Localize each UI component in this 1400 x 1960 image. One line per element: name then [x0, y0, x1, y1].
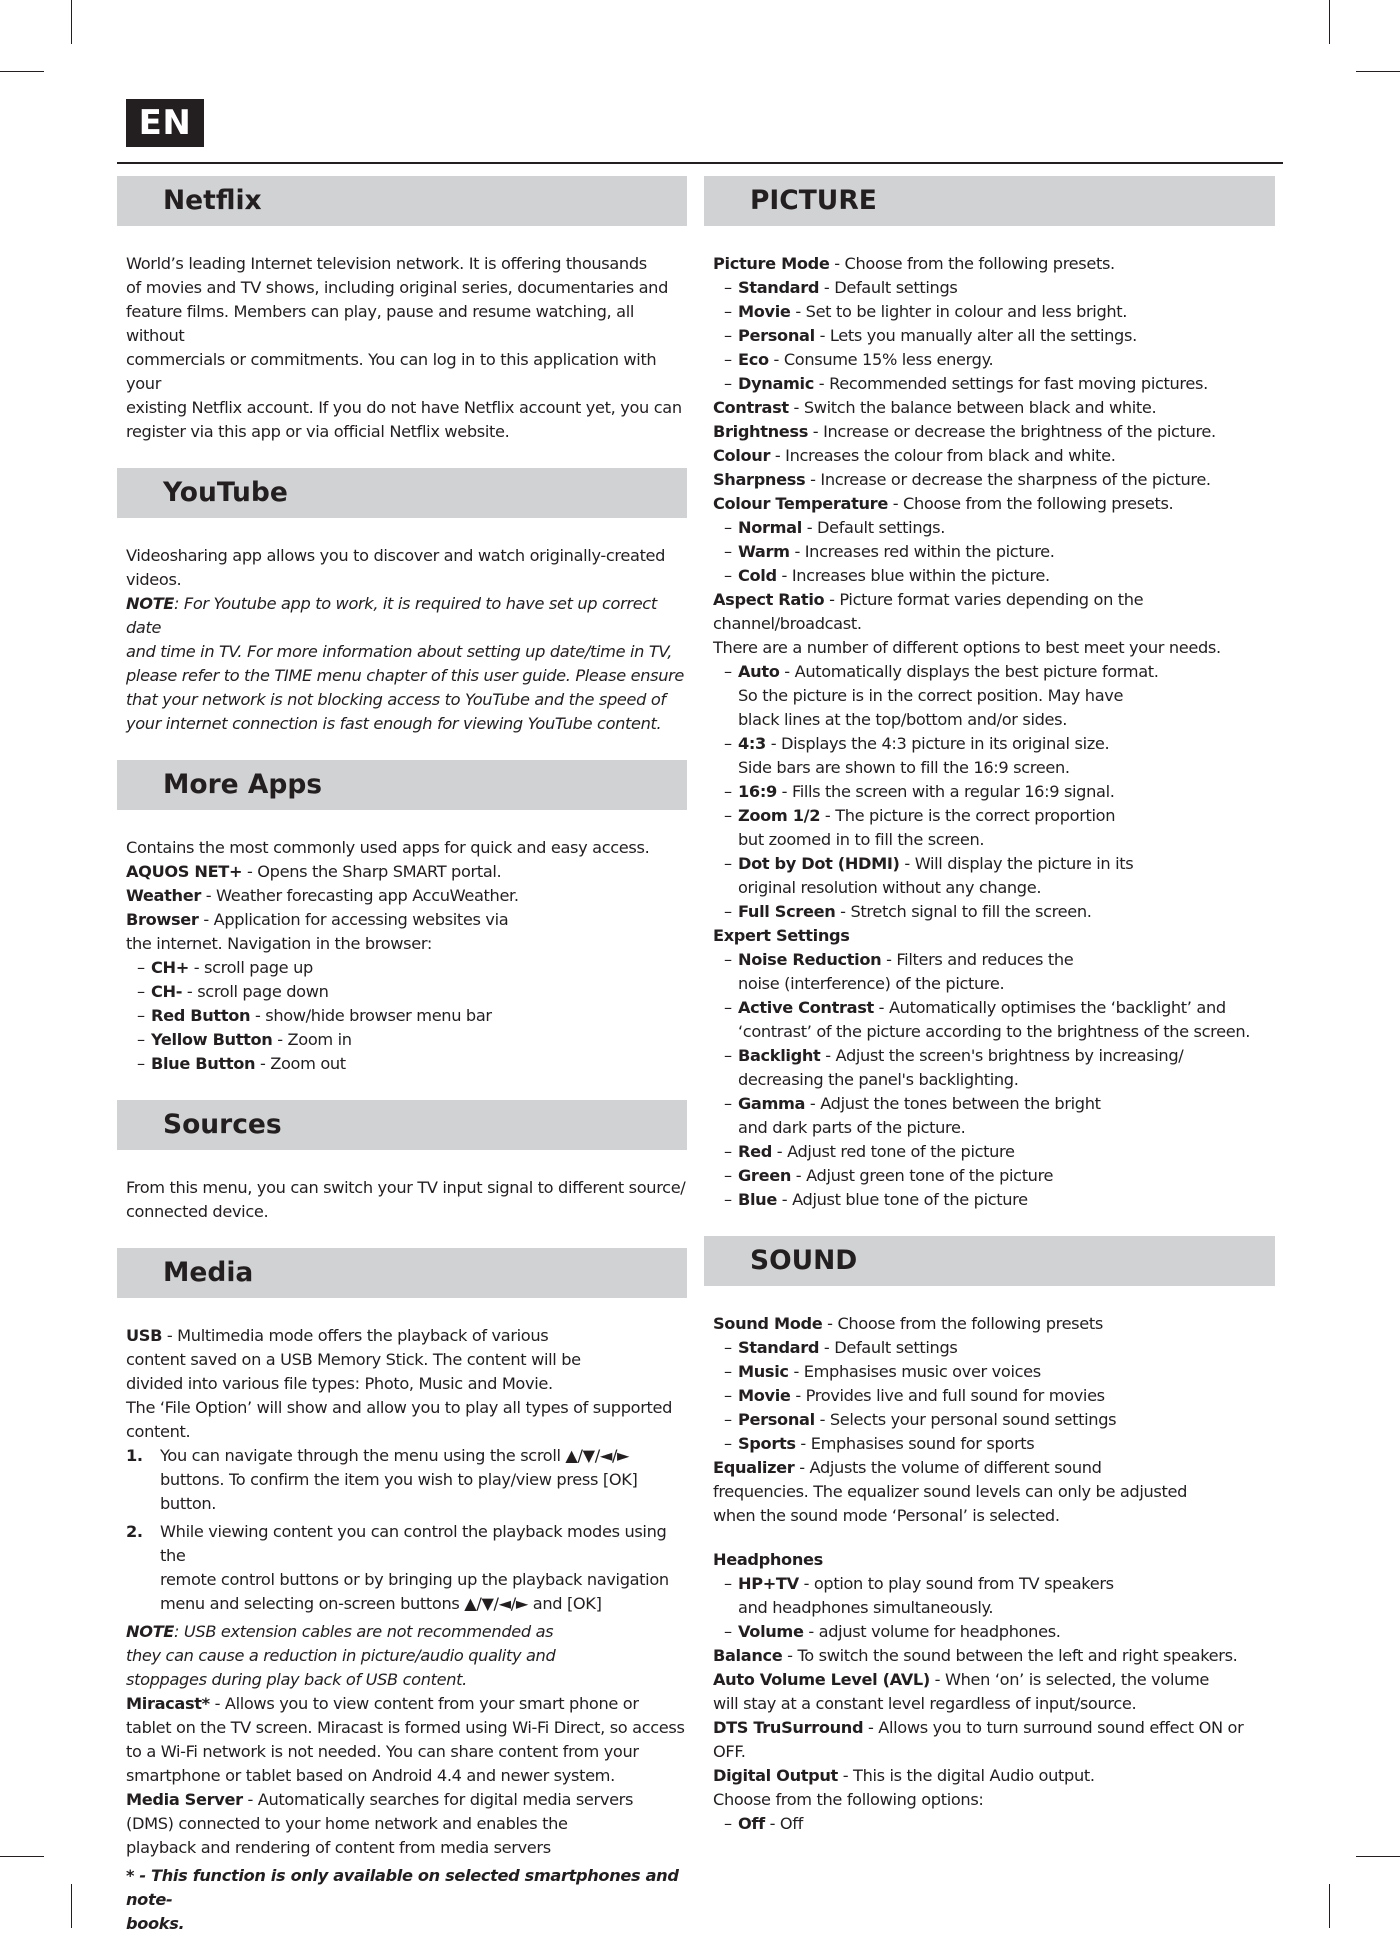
picture-mode-list: [713, 276, 1275, 396]
text-line: the internet. Navigation in the browser:: [126, 934, 433, 953]
term: Off: [738, 1814, 765, 1833]
term: DTS TruSurround: [713, 1718, 864, 1737]
step-line: While viewing content you can control the playback modes using the: [160, 1522, 667, 1565]
text-line: connected device.: [126, 1202, 269, 1221]
term: Weather: [126, 886, 201, 905]
desc: - Choose from the following presets.: [829, 254, 1115, 273]
term: 16:9: [738, 782, 777, 801]
desc: - Opens the Sharp SMART portal.: [242, 862, 502, 881]
term: CH-: [151, 982, 183, 1001]
desc-line: but zoomed in to fill the screen.: [738, 830, 985, 849]
text-line: of movies and TV shows, including original series, documentaries and: [126, 278, 668, 297]
step-line: You can navigate through the menu using the scroll ▲/▼/◄/►: [160, 1446, 630, 1465]
section-title: Sources: [117, 1100, 687, 1150]
definition: [713, 588, 1275, 636]
note-line: your internet connection is fast enough for viewing YouTube content.: [126, 714, 662, 733]
term: Dynamic: [738, 374, 814, 393]
definition: [126, 1788, 687, 1812]
text-line: register via this app or via official Netflix website.: [126, 422, 510, 441]
term: Colour Temperature: [713, 494, 888, 513]
desc: - Default settings.: [801, 518, 946, 537]
desc: - Weather forecasting app AccuWeather.: [200, 886, 519, 905]
subheading: [713, 1548, 1275, 1572]
term: Miracast*: [126, 1694, 210, 1713]
section-body: [117, 226, 687, 468]
text-line: when the sound mode ‘Personal’ is selected.: [713, 1506, 1060, 1525]
step-item: [126, 1444, 687, 1516]
term: Balance: [713, 1646, 783, 1665]
desc: - scroll page up: [188, 958, 313, 977]
desc: - Allows you to turn surround sound effect ON or OFF.: [713, 1718, 1244, 1761]
step-number: 2.: [126, 1522, 143, 1541]
term: Eco: [738, 350, 769, 369]
section-body: [117, 1150, 687, 1248]
right-column: [704, 176, 1275, 1860]
subheading: [713, 924, 1275, 948]
colour-temp-list: [713, 516, 1275, 588]
list-item: [713, 516, 1275, 540]
term: Zoom 1/2: [738, 806, 821, 825]
step-line: buttons. To confirm the item you wish to play/view press [OK] button.: [160, 1470, 638, 1513]
list-item: [713, 324, 1275, 348]
desc: - Adjust the screen's brightness by increasing/: [820, 1046, 1184, 1065]
text-line: to a Wi-Fi network is not needed. You can share content from your: [126, 1742, 639, 1761]
text-line: (DMS) connected to your home network and enables the: [126, 1814, 568, 1833]
desc: - Multimedia mode offers the playback of various: [162, 1326, 549, 1345]
list-item: [713, 1620, 1275, 1644]
term: Red: [738, 1142, 772, 1161]
term: Personal: [738, 326, 815, 345]
steps-list: [126, 1444, 687, 1616]
desc: - Adjusts the volume of different sound: [794, 1458, 1102, 1477]
language-badge: EN: [126, 99, 204, 147]
desc: - Choose from the following presets: [822, 1314, 1103, 1333]
list-item: [126, 956, 687, 980]
term: Yellow Button: [151, 1030, 273, 1049]
spacer: [713, 1528, 1275, 1548]
term: Brightness: [713, 422, 808, 441]
desc-line: decreasing the panel's backlighting.: [738, 1070, 1019, 1089]
term: Movie: [738, 302, 791, 321]
term: Digital Output: [713, 1766, 838, 1785]
desc: - Increase or decrease the brightness of the picture.: [808, 422, 1216, 441]
desc: - Increases the colour from black and white.: [770, 446, 1116, 465]
text-line: Videosharing app allows you to discover and watch originally-created: [126, 546, 666, 565]
desc: - Consume 15% less energy.: [768, 350, 994, 369]
list-item: [713, 948, 1275, 996]
term: Equalizer: [713, 1458, 795, 1477]
term: Music: [738, 1362, 789, 1381]
term: Green: [738, 1166, 792, 1185]
text-line: videos.: [126, 570, 182, 589]
definition: [713, 1716, 1275, 1764]
text-line: playback and rendering of content from media servers: [126, 1838, 551, 1857]
list-item: [713, 1572, 1275, 1620]
list-item: [713, 1164, 1275, 1188]
section-title: PICTURE: [704, 176, 1275, 226]
desc: - Provides live and full sound for movies: [790, 1386, 1105, 1405]
list-item: [126, 1004, 687, 1028]
desc: - Allows you to view content from your smart phone or: [209, 1694, 639, 1713]
youtube-section: [117, 468, 687, 760]
desc: - adjust volume for headphones.: [803, 1622, 1061, 1641]
term: Warm: [738, 542, 790, 561]
desc: - Zoom out: [255, 1054, 346, 1073]
list-item: [713, 300, 1275, 324]
list-item: [713, 1432, 1275, 1456]
term: HP+TV: [738, 1574, 799, 1593]
picture-section: [704, 176, 1275, 1236]
footnote-line: [126, 1912, 687, 1936]
section-title: SOUND: [704, 1236, 1275, 1286]
desc-line: ‘contrast’ of the picture according to the brightness of the screen.: [738, 1022, 1251, 1041]
step-item: [126, 1520, 687, 1616]
term: Browser: [126, 910, 199, 929]
footnote-line: [126, 1864, 687, 1912]
desc: - The picture is the correct proportion: [820, 806, 1116, 825]
sound-mode-list: [713, 1336, 1275, 1456]
list-item: [713, 804, 1275, 852]
desc: - Adjust the tones between the bright: [805, 1094, 1101, 1113]
text-line: From this menu, you can switch your TV input signal to different source/: [126, 1178, 686, 1197]
headphones-list: [713, 1572, 1275, 1644]
step-line: remote control buttons or by bringing up the playback navigation: [160, 1570, 669, 1589]
list-item: [126, 1028, 687, 1052]
term: Sharpness: [713, 470, 806, 489]
term: Noise Reduction: [738, 950, 882, 969]
left-column: [117, 176, 687, 1960]
list-item: [713, 852, 1275, 900]
step-number: 1.: [126, 1446, 143, 1465]
note-label: NOTE: [126, 1622, 175, 1641]
term: Gamma: [738, 1094, 806, 1113]
list-item: [713, 348, 1275, 372]
definition: [126, 908, 687, 932]
expert-list: [713, 948, 1275, 1212]
note-line: and time in TV. For more information about setting up date/time in TV,: [126, 642, 673, 661]
term: Full Screen: [738, 902, 836, 921]
desc: - Application for accessing websites via: [198, 910, 509, 929]
definition: [713, 444, 1275, 468]
digital-output-list: [713, 1812, 1275, 1836]
list-item: [713, 1336, 1275, 1360]
desc: - Adjust green tone of the picture: [791, 1166, 1054, 1185]
definition: [713, 252, 1275, 276]
crop-mark: [1329, 1884, 1330, 1928]
term: Dot by Dot (HDMI): [738, 854, 900, 873]
desc: - Increase or decrease the sharpness of the picture.: [805, 470, 1211, 489]
browser-nav-list: [126, 956, 687, 1076]
desc: - Displays the 4:3 picture in its original size.: [765, 734, 1110, 753]
desc: - Automatically searches for digital media servers: [242, 1790, 634, 1809]
crop-mark: [0, 71, 44, 72]
term: Media Server: [126, 1790, 243, 1809]
headphones-title: Headphones: [713, 1550, 823, 1569]
text-line: smartphone or tablet based on Android 4.4 and newer system.: [126, 1766, 615, 1785]
text-line: content.: [126, 1422, 191, 1441]
desc: - Automatically displays the best picture format.: [779, 662, 1159, 681]
term: Colour: [713, 446, 771, 465]
desc-line: and headphones simultaneously.: [738, 1598, 994, 1617]
definition: [713, 1644, 1275, 1668]
netflix-section: [117, 176, 687, 468]
term: Sports: [738, 1434, 796, 1453]
definition: [126, 1324, 687, 1348]
term: Cold: [738, 566, 777, 585]
note-line: stoppages during play back of USB content.: [126, 1670, 467, 1689]
definition: [713, 420, 1275, 444]
term: Contrast: [713, 398, 789, 417]
desc-line: Side bars are shown to fill the 16:9 screen.: [738, 758, 1070, 777]
desc: - show/hide browser menu bar: [250, 1006, 492, 1025]
definition: [126, 884, 687, 908]
definition: [713, 468, 1275, 492]
text-line: content saved on a USB Memory Stick. The content will be: [126, 1350, 581, 1369]
note-line: please refer to the TIME menu chapter of this user guide. Please ensure: [126, 666, 685, 685]
text-line: The ‘File Option’ will show and allow you to play all types of supported: [126, 1398, 673, 1417]
definition: [126, 860, 687, 884]
term: Red Button: [151, 1006, 251, 1025]
term: Blue: [738, 1190, 777, 1209]
text-line: existing Netflix account. If you do not have Netflix account yet, you can: [126, 398, 682, 417]
sound-section: [704, 1236, 1275, 1860]
section-body: [704, 226, 1275, 1236]
term: Blue Button: [151, 1054, 256, 1073]
text-line: divided into various file types: Photo, Music and Movie.: [126, 1374, 553, 1393]
note-line: they can cause a reduction in picture/audio quality and: [126, 1646, 556, 1665]
section-body: [117, 1298, 687, 1960]
term: Backlight: [738, 1046, 821, 1065]
term: Picture Mode: [713, 254, 830, 273]
note-line: that your network is not blocking access to YouTube and the speed of: [126, 690, 666, 709]
more-apps-section: [117, 760, 687, 1100]
crop-mark: [71, 1884, 72, 1928]
section-body: [704, 1286, 1275, 1860]
list-item: [713, 660, 1275, 732]
desc: - Emphasises sound for sports: [795, 1434, 1035, 1453]
note-line: [126, 1620, 687, 1644]
text-line: frequencies. The equalizer sound levels can only be adjusted: [713, 1482, 1188, 1501]
section-title: YouTube: [117, 468, 687, 518]
list-item: [713, 276, 1275, 300]
text-line: Contains the most commonly used apps for quick and easy access.: [126, 838, 650, 857]
expert-title: Expert Settings: [713, 926, 850, 945]
desc: - When ‘on’ is selected, the volume: [929, 1670, 1210, 1689]
desc: - option to play sound from TV speakers: [798, 1574, 1114, 1593]
desc: - To switch the sound between the left and right speakers.: [782, 1646, 1238, 1665]
definition: [713, 1312, 1275, 1336]
desc: - Picture format varies depending on the channel/broadcast.: [713, 590, 1144, 633]
list-item: [713, 1408, 1275, 1432]
list-item: [713, 372, 1275, 396]
footnote-text: books.: [126, 1914, 185, 1933]
section-title: More Apps: [117, 760, 687, 810]
desc: - Fills the screen with a regular 16:9 signal.: [776, 782, 1115, 801]
desc: - Increases red within the picture.: [789, 542, 1055, 561]
list-item: [713, 1044, 1275, 1092]
desc-line: noise (interference) of the picture.: [738, 974, 1005, 993]
text-line: commercials or commitments. You can log in to this application with your: [126, 350, 657, 393]
desc-line: So the picture is in the correct position. May have: [738, 686, 1124, 705]
list-item: [713, 1140, 1275, 1164]
note-line: [126, 592, 687, 640]
list-item: [126, 1052, 687, 1076]
text-line: Choose from the following options:: [713, 1790, 984, 1809]
desc: - Filters and reduces the: [881, 950, 1074, 969]
term: Personal: [738, 1410, 815, 1429]
media-section: [117, 1248, 687, 1960]
desc: - Switch the balance between black and white.: [788, 398, 1157, 417]
desc: - Off: [764, 1814, 803, 1833]
text-line: There are a number of different options to best meet your needs.: [713, 638, 1221, 657]
list-item: [713, 900, 1275, 924]
note-label: NOTE: [126, 594, 175, 613]
desc: - Choose from the following presets.: [887, 494, 1174, 513]
definition: [713, 1668, 1275, 1692]
term: Active Contrast: [738, 998, 874, 1017]
list-item: [713, 564, 1275, 588]
term: Sound Mode: [713, 1314, 823, 1333]
list-item: [126, 980, 687, 1004]
list-item: [713, 780, 1275, 804]
desc: - Adjust red tone of the picture: [771, 1142, 1015, 1161]
section-body: [117, 810, 687, 1100]
definition: [713, 1456, 1275, 1480]
desc-line: and dark parts of the picture.: [738, 1118, 966, 1137]
term: Auto Volume Level (AVL): [713, 1670, 930, 1689]
desc: - Zoom in: [272, 1030, 352, 1049]
text-line: tablet on the TV screen. Miracast is formed using Wi-Fi Direct, so access: [126, 1718, 685, 1737]
list-item: [713, 732, 1275, 780]
term: Standard: [738, 1338, 820, 1357]
desc-line: black lines at the top/bottom and/or sides.: [738, 710, 1068, 729]
crop-mark: [1356, 71, 1400, 72]
term: Normal: [738, 518, 802, 537]
list-item: [713, 1384, 1275, 1408]
desc: - Selects your personal sound settings: [814, 1410, 1117, 1429]
desc: - Lets you manually alter all the settings.: [814, 326, 1137, 345]
desc: - Stretch signal to fill the screen.: [835, 902, 1092, 921]
section-title: Netflix: [117, 176, 687, 226]
crop-mark: [0, 1856, 44, 1857]
section-title: Media: [117, 1248, 687, 1298]
term: CH+: [151, 958, 189, 977]
step-line: menu and selecting on-screen buttons ▲/▼/◄/► and [OK]: [160, 1594, 602, 1613]
aspect-list: [713, 660, 1275, 924]
term: Auto: [738, 662, 780, 681]
desc: - Adjust blue tone of the picture: [777, 1190, 1028, 1209]
desc: - Will display the picture in its: [899, 854, 1134, 873]
text-line: World’s leading Internet television network. It is offering thousands: [126, 254, 647, 273]
definition: [713, 396, 1275, 420]
desc: - Set to be lighter in colour and less bright.: [790, 302, 1128, 321]
list-item: [713, 540, 1275, 564]
desc: - Default settings: [819, 278, 958, 297]
sources-section: [117, 1100, 687, 1248]
header-rule: [117, 162, 1283, 164]
desc: - This is the digital Audio output.: [837, 1766, 1095, 1785]
desc: - Default settings: [819, 1338, 958, 1357]
crop-mark: [71, 0, 72, 44]
desc-line: original resolution without any change.: [738, 878, 1042, 897]
note-text: : For Youtube app to work, it is required to have set up correct date: [126, 594, 657, 637]
desc: - Automatically optimises the ‘backlight’ and: [873, 998, 1226, 1017]
definition: [713, 492, 1275, 516]
list-item: [713, 1092, 1275, 1140]
definition: [126, 1692, 687, 1716]
section-body: [117, 518, 687, 760]
footnote-text: * - This function is only available on selected smartphones and note-: [126, 1866, 679, 1909]
desc: - Emphasises music over voices: [788, 1362, 1041, 1381]
list-item: [713, 1812, 1275, 1836]
list-item: [713, 996, 1275, 1044]
list-item: [713, 1360, 1275, 1384]
term: USB: [126, 1326, 163, 1345]
term: Movie: [738, 1386, 791, 1405]
definition: [713, 1764, 1275, 1788]
term: 4:3: [738, 734, 766, 753]
list-item: [713, 1188, 1275, 1212]
term: Aspect Ratio: [713, 590, 825, 609]
crop-mark: [1329, 0, 1330, 44]
crop-mark: [1356, 1856, 1400, 1857]
note-text: : USB extension cables are not recommended as: [174, 1622, 554, 1641]
text-line: will stay at a constant level regardless of input/source.: [713, 1694, 1137, 1713]
desc: - scroll page down: [182, 982, 329, 1001]
term: AQUOS NET+: [126, 862, 243, 881]
text-line: feature films. Members can play, pause and resume watching, all without: [126, 302, 634, 345]
term: Standard: [738, 278, 820, 297]
term: Volume: [738, 1622, 804, 1641]
desc: - Recommended settings for fast moving pictures.: [814, 374, 1208, 393]
desc: - Increases blue within the picture.: [776, 566, 1050, 585]
